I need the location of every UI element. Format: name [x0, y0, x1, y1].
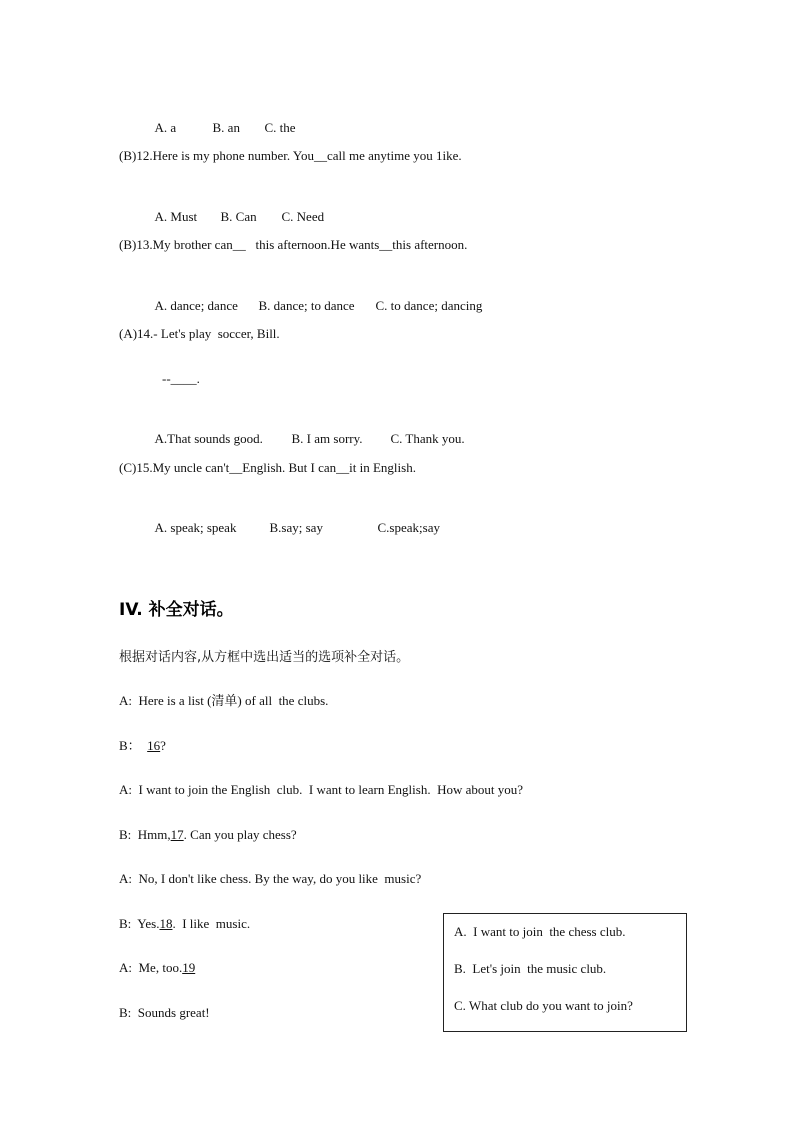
dialogue-line: B： 16?	[119, 738, 166, 753]
q13-options	[148, 282, 482, 314]
box-option-c: C. What club do you want to join?	[454, 998, 633, 1013]
q13-stem: (B)13.My brother can__ this afternoon.He wants__this afternoon.	[119, 237, 468, 252]
section-instruction: 根据对话内容,从方框中选出适当的选项补全对话。	[119, 650, 410, 665]
q15-option-b: B.say; say	[269, 520, 323, 535]
q12-stem: (B)12.Here is my phone number. You__call me anytime you 1ike.	[119, 148, 462, 163]
box-option-a: A. I want to join the chess club.	[454, 924, 626, 939]
blank-16: 16	[147, 738, 161, 753]
q15-options	[148, 504, 440, 536]
q13-option-b: B. dance; to dance	[258, 298, 355, 313]
q15-stem: (C)15.My uncle can't__English. But I can__it in English.	[119, 460, 416, 475]
q14-option-b: B. I am sorry.	[291, 431, 363, 446]
q11-option-b: B. an	[212, 120, 240, 135]
dialogue-line: A: I want to join the English club. I want to learn English. How about you?	[119, 782, 524, 797]
q14-reply: --____.	[162, 371, 200, 386]
blank-19: 19	[182, 960, 196, 975]
q12-option-b: B. Can	[220, 209, 257, 224]
box-option-b: B. Let's join the music club.	[454, 961, 607, 976]
blank-17: 17	[170, 827, 184, 842]
q14-option-c: C. Thank you.	[390, 431, 465, 446]
dialogue-line: B: Sounds great!	[119, 1005, 210, 1020]
q14-option-a: A.That sounds good.	[154, 431, 263, 446]
answer-options-box	[443, 913, 687, 1032]
dialogue-line: B: Hmm,17. Can you play chess?	[119, 827, 297, 842]
q14-options	[148, 415, 465, 447]
q13-option-c: C. to dance; dancing	[375, 298, 483, 313]
blank-18: 18	[159, 916, 173, 931]
q11-options	[148, 104, 296, 136]
dialogue-line: A: No, I don't like chess. By the way, do you like music?	[119, 871, 422, 886]
q14-stem: (A)14.- Let's play soccer, Bill.	[119, 326, 280, 341]
q12-options	[148, 193, 324, 225]
dialogue-line: A: Here is a list (清单) of all the clubs.	[119, 693, 329, 708]
q15-option-a: A. speak; speak	[154, 520, 237, 535]
q13-option-a: A. dance; dance	[154, 298, 238, 313]
q12-option-a: A. Must	[154, 209, 198, 224]
dialogue-line: A: Me, too.19	[119, 960, 196, 975]
section-heading: IV. 补全对话。	[119, 600, 234, 620]
q11-option-c: C. the	[264, 120, 296, 135]
q11-option-a: A. a	[154, 120, 177, 135]
q12-option-c: C. Need	[281, 209, 325, 224]
q15-option-c: C.speak;say	[377, 520, 440, 535]
dialogue-line: B: Yes.18. I like music.	[119, 916, 251, 931]
